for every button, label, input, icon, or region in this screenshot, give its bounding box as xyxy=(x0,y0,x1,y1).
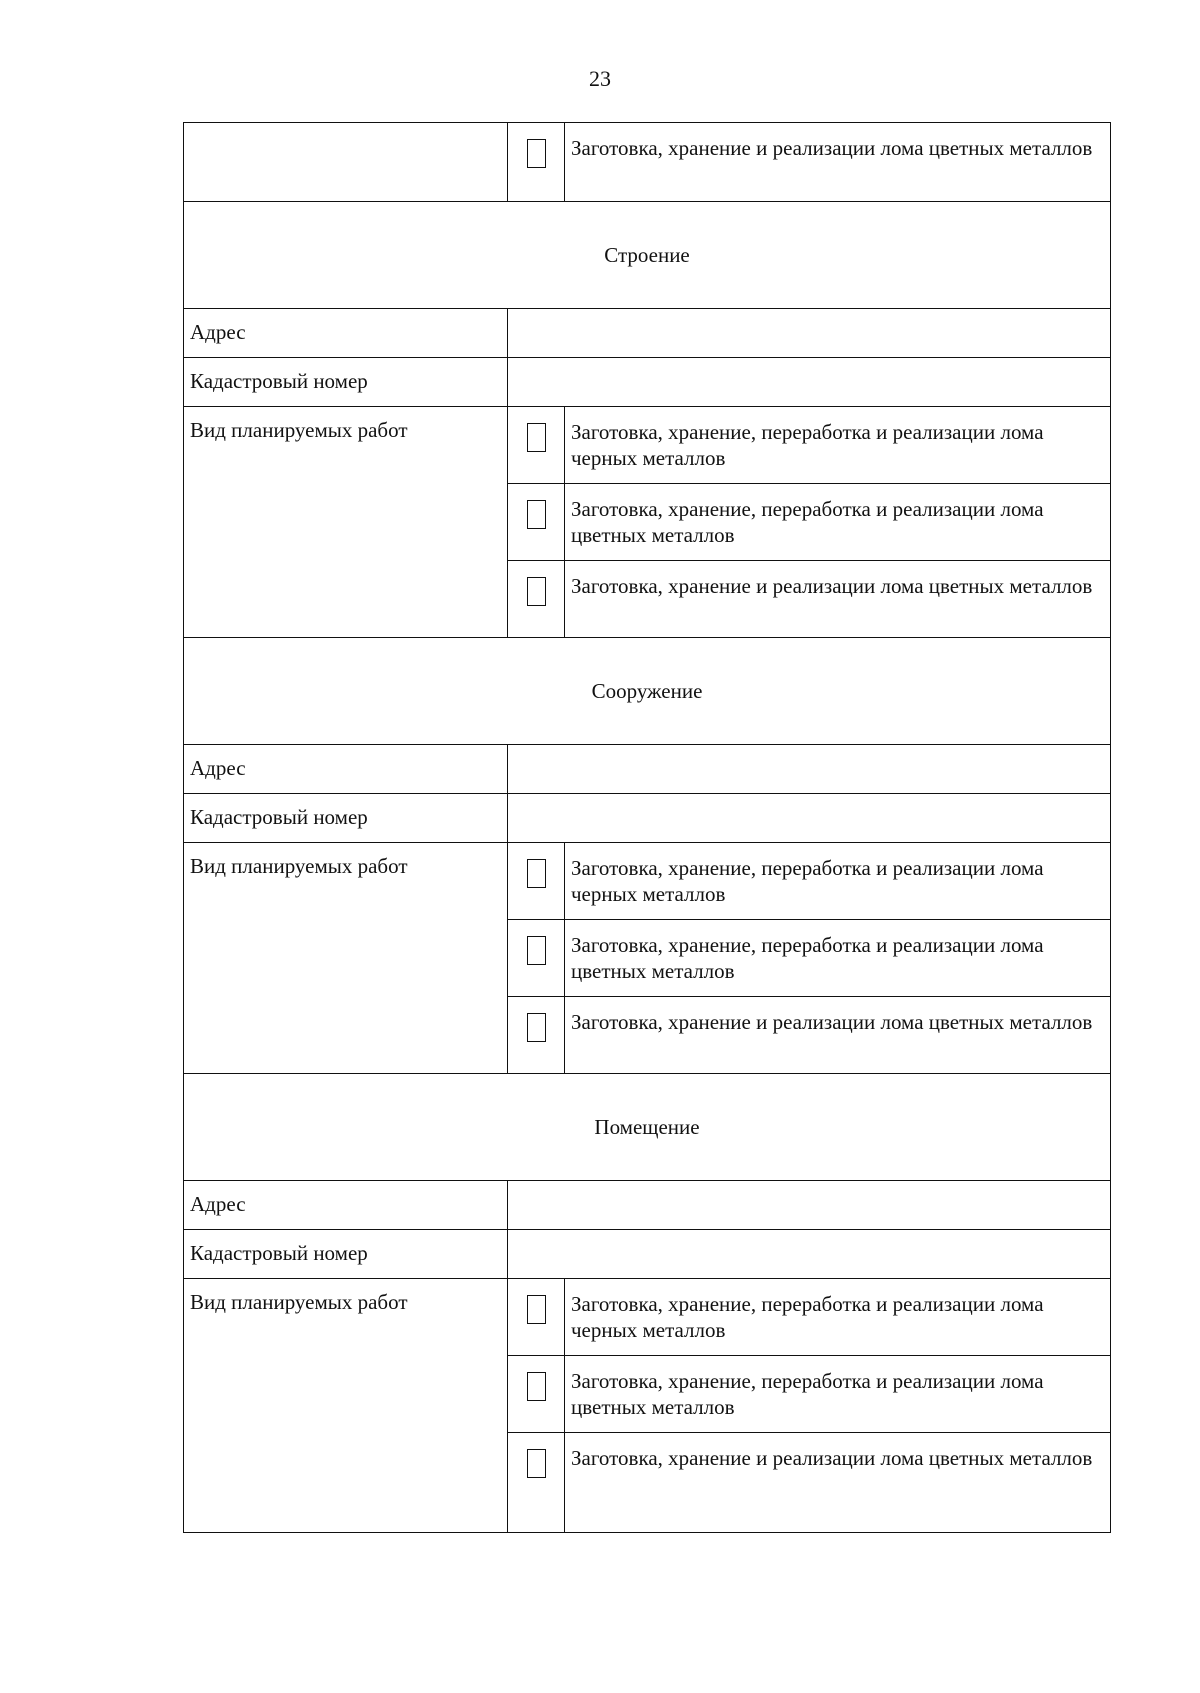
checkbox-cell xyxy=(508,843,565,920)
option-label: Заготовка, хранение, переработка и реализации лома черных металлов xyxy=(565,407,1111,484)
checkbox-cell xyxy=(508,1279,565,1356)
checkbox[interactable] xyxy=(527,139,546,168)
table-row xyxy=(184,1074,1111,1181)
option-label: Заготовка, хранение, переработка и реализации лома цветных металлов xyxy=(565,920,1111,997)
empty-label-cell xyxy=(184,123,508,202)
option-label: Заготовка, хранение, переработка и реализации лома черных металлов xyxy=(565,1279,1111,1356)
checkbox-cell xyxy=(508,920,565,997)
works-type-label: Вид планируемых работ xyxy=(184,407,508,638)
option-label: Заготовка, хранение и реализации лома цветных металлов xyxy=(565,561,1111,638)
cadastral-number-label: Кадастровый номер xyxy=(184,358,508,407)
table-row xyxy=(184,745,1111,794)
checkbox-cell xyxy=(508,561,565,638)
cadastral-number-label: Кадастровый номер xyxy=(184,1230,508,1279)
checkbox[interactable] xyxy=(527,500,546,529)
address-label: Адрес xyxy=(184,745,508,794)
checkbox[interactable] xyxy=(527,859,546,888)
table-row xyxy=(184,123,1111,202)
table-row xyxy=(184,202,1111,309)
cadastral-number-field[interactable] xyxy=(508,358,1111,407)
form-table xyxy=(183,122,1111,1533)
checkbox[interactable] xyxy=(527,577,546,606)
checkbox-cell xyxy=(508,484,565,561)
cadastral-number-label: Кадастровый номер xyxy=(184,794,508,843)
address-field[interactable] xyxy=(508,1181,1111,1230)
address-field[interactable] xyxy=(508,745,1111,794)
address-field[interactable] xyxy=(508,309,1111,358)
option-label: Заготовка, хранение и реализации лома цветных металлов xyxy=(565,123,1111,202)
section-title: Сооружение xyxy=(184,638,1111,745)
checkbox[interactable] xyxy=(527,1013,546,1042)
checkbox[interactable] xyxy=(527,1449,546,1478)
option-label: Заготовка, хранение и реализации лома цветных металлов xyxy=(565,997,1111,1074)
option-label: Заготовка, хранение, переработка и реализации лома черных металлов xyxy=(565,843,1111,920)
option-label: Заготовка, хранение, переработка и реализации лома цветных металлов xyxy=(565,1356,1111,1433)
checkbox-cell xyxy=(508,997,565,1074)
checkbox-cell xyxy=(508,407,565,484)
section-title: Строение xyxy=(184,202,1111,309)
works-type-label: Вид планируемых работ xyxy=(184,843,508,1074)
checkbox[interactable] xyxy=(527,1295,546,1324)
section-title: Помещение xyxy=(184,1074,1111,1181)
table-row xyxy=(184,407,1111,484)
page-number: 23 xyxy=(589,66,611,91)
checkbox-cell xyxy=(508,1356,565,1433)
table-row xyxy=(184,309,1111,358)
checkbox-cell xyxy=(508,1433,565,1533)
table-row xyxy=(184,358,1111,407)
checkbox[interactable] xyxy=(527,423,546,452)
address-label: Адрес xyxy=(184,1181,508,1230)
cadastral-number-field[interactable] xyxy=(508,1230,1111,1279)
table-row xyxy=(184,638,1111,745)
option-label: Заготовка, хранение, переработка и реализации лома цветных металлов xyxy=(565,484,1111,561)
works-type-label: Вид планируемых работ xyxy=(184,1279,508,1533)
table-row xyxy=(184,1181,1111,1230)
table-row xyxy=(184,794,1111,843)
table-row xyxy=(184,1279,1111,1356)
address-label: Адрес xyxy=(184,309,508,358)
checkbox[interactable] xyxy=(527,1372,546,1401)
cadastral-number-field[interactable] xyxy=(508,794,1111,843)
table-row xyxy=(184,1230,1111,1279)
option-label: Заготовка, хранение и реализации лома цветных металлов xyxy=(565,1433,1111,1533)
checkbox[interactable] xyxy=(527,936,546,965)
checkbox-cell xyxy=(508,123,565,202)
table-row xyxy=(184,843,1111,920)
